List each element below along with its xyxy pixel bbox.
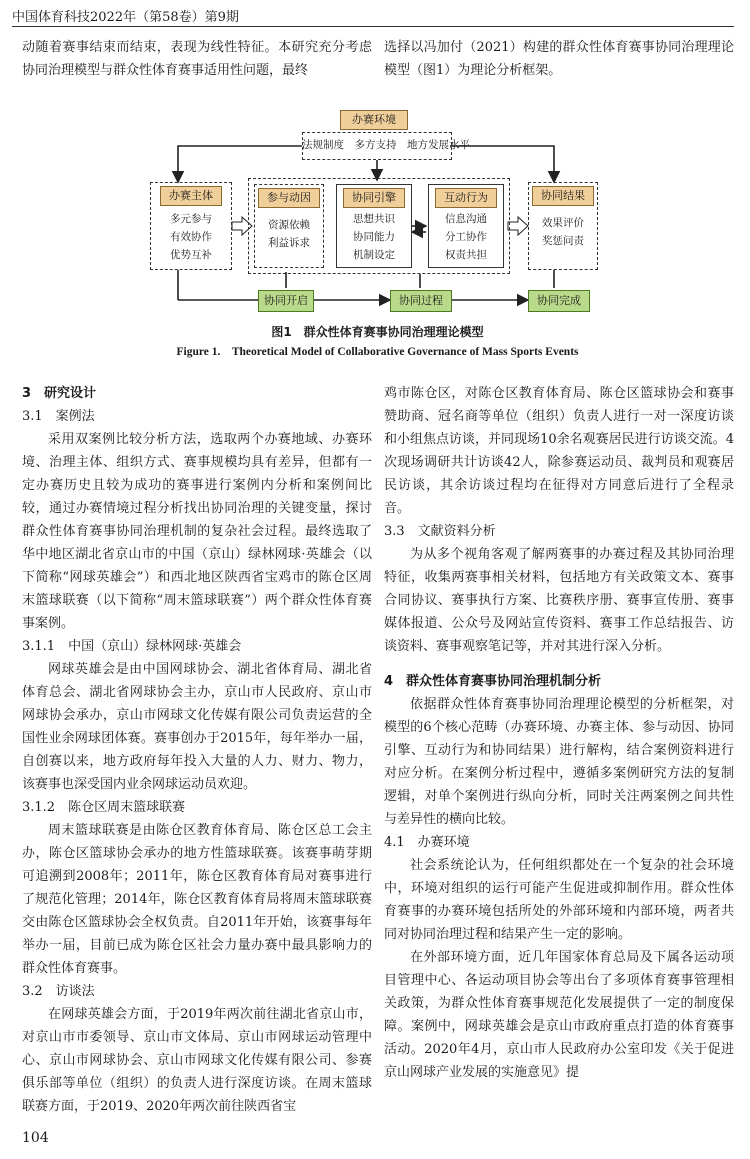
motive-item: 资源依赖 [268,219,310,231]
paragraph-3-3: 为从多个视角客观了解两赛事的办赛过程及其协同治理特征，收集两赛事相关材料，包括地方有关政策文本、赛事合同协议、赛事执行方案、比赛秩序册、赛事宣传册、赛事媒体报道、公众号及网站宣传资料、赛事工作总结报告、访谈资料、赛事观察笔记等，并对其进行深入分析。 [384,547,734,654]
paragraph-3-1: 采用双案例比较分析方法，选取两个办赛地域、办赛环境、治理主体、组织方式、赛事规模均具有差异，但都有一定办赛历史且较为成功的赛事进行案例内分析和案例间比较，通过办赛情境过程分析找出协同治理的关键变量，探讨群众性体育赛事协同治理机制的复杂社会过程。最终选取了华中地区湖北省京山市的中国（京山）绿林网球·英雄会（以下简称“网球英雄会”）和西北地区陕西省宝鸡市的陈仓区周末篮球联赛（以下简称“周末篮球联赛”）两个群众性体育赛事案例。 [22,432,372,631]
subsection-heading-3-3: 3.3 文献资料分析 [384,524,496,539]
subject-items [150,210,232,264]
interact-item: 信息沟通 [445,213,487,225]
subsection-heading-4-1: 4.1 办赛环境 [384,835,470,850]
figure-1-diagram [150,104,605,320]
stage-process: 协同过程 [390,290,452,312]
subject-item: 有效协作 [170,231,212,243]
stage-done: 协同完成 [528,290,590,312]
left-column [22,382,372,1118]
result-item: 效果评价 [542,217,584,229]
figure-caption-cn: 图1 群众性体育赛事协同治理理论模型 [271,325,484,339]
lead-title: 协同引擎 [343,188,405,208]
top-right-paragraph: 选择以冯加付（2021）构建的群众性体育赛事协同治理理论模型（图1）为理论分析框架。 [384,40,734,78]
figure-caption-en: Figure 1. Theoretical Model of Collaborative Governance of Mass Sports Events [176,346,579,358]
section-heading-3: 3 研究设计 [22,386,97,401]
lead-item: 机制设定 [353,249,395,261]
paragraph-3-1-1: 网球英雄会是由中国网球协会、湖北省体育局、湖北省体育总会、湖北省网球协会主办，京山市人民政府、京山市网球协会承办，京山市网球文化传媒有限公司负责运营的全国性业余网球团体赛。赛事创办于2015年，每年举办一届，自创赛以来，地方政府每年投入大量的人力、财力、物力，该赛事也深受国内业余网球运动员欢迎。 [22,662,372,792]
motive-items [254,216,324,252]
paragraph-3-2-continued: 鸡市陈仓区，对陈仓区教育体育局、陈仓区篮球协会和赛事赞助商、冠名商等单位（组织）负责人进行一对一深度访谈和小组焦点访谈，并同现场10余名观赛居民进行访谈交流。4次现场调研共计访谈42人，除参赛运动员、裁判员和观赛居民访谈，其余访谈过程均在征得对方同意后进行了全程录音。 [384,386,734,516]
result-item: 奖惩问责 [542,235,584,247]
env-title: 办赛环境 [340,110,408,130]
subject-item: 优势互补 [170,249,212,261]
paragraph-3-1-2: 周末篮球联赛是由陈仓区教育体育局、陈仓区总工会主办，陈仓区篮球协会承办的地方性篮球联赛。该赛事萌芽期可追溯到2008年；2011年，陈仓区教育体育局对赛事进行了规范化管理；2014年，陈仓区教育体育局将周末篮球联赛交由陈仓区篮球协会全权负责。自2011年开始，该赛事每年举办一届，目前已成为陈仓区社会力量办赛中最具影响力的群众性体育赛事。 [22,823,372,976]
paragraph-3-2: 在网球英雄会方面，于2019年两次前往湖北省京山市，对京山市市委领导、京山市文体局、京山市网球运动管理中心、京山市网球协会、京山市网球文化传媒有限公司、参赛俱乐部等单位（组织）的负责人进行深度访谈。在周末篮球联赛方面，于2019、2020年两次前往陕西省宝 [22,1007,372,1114]
stage-start: 协同开启 [258,290,314,312]
subsection-heading-3-2: 3.2 访谈法 [22,984,95,999]
subsection-heading-3-1-1: 3.1.1 中国（京山）绿林网球·英雄会 [22,639,242,654]
paragraph-4-1-b: 在外部环境方面，近几年国家体育总局及下属各运动项目管理中心、各运动项目协会等出台了多项体育赛事管理相关政策，为群众性体育赛事规范化发展提供了一定的制度保障。案例中，网球英雄会是京山市政府重点打造的体育赛事活动。2020年4月，京山市人民政府办公室印发《关于促进京山网球产业发展的实施意见》提 [384,950,734,1080]
top-left-paragraph: 动随着赛事结束而结束，表现为线性特征。本研究充分考虑协同治理模型与群众性体育赛事适用性问题，最终 [22,40,372,78]
result-items [528,214,598,250]
subject-title: 办赛主体 [160,186,222,206]
page-number: 104 [22,1130,49,1146]
interact-item: 权责共担 [445,249,487,261]
paragraph-4: 依据群众性体育赛事协同治理理论模型的分析框架，对模型的6个核心范畴（办赛环境、办赛主体、参与动因、协同引擎、互动行为和协同结果）进行解构，结合案例资料进行对应分析。在案例分析过程中，遵循多案例研究方法的复制逻辑，对单个案例进行纵向分析，同时关注两案例之间共性与差异性的横向比较。 [384,697,734,827]
interact-title: 互动行为 [435,188,497,208]
env-items: 法规制度 多方支持 地方发展水平 [302,139,470,151]
right-column-top [384,36,734,82]
left-column-top [22,36,372,82]
header-rule [12,26,734,27]
subject-item: 多元参与 [170,213,212,225]
lead-item: 协同能力 [353,231,395,243]
running-header: 中国体育科技2022年（第58卷）第9期 [12,10,239,25]
motive-item: 利益诉求 [268,237,310,249]
subsection-heading-3-1-2: 3.1.2 陈仓区周末篮球联赛 [22,800,186,815]
interact-item: 分工协作 [445,231,487,243]
section-heading-4: 4 群众性体育赛事协同治理机制分析 [384,674,602,689]
lead-items [336,210,412,264]
spacer [384,658,734,670]
motive-title: 参与动因 [258,188,320,208]
paragraph-4-1-a: 社会系统论认为，任何组织都处在一个复杂的社会环境中，环境对组织的运行可能产生促进或抑制作用。群众性体育赛事的办赛环境包括所处的外部环境和内部环境，两者共同对协同治理过程和结果产生一定的影响。 [384,858,734,942]
right-column [384,382,734,1084]
result-title: 协同结果 [532,186,594,206]
lead-item: 思想共识 [353,213,395,225]
subsection-heading-3-1: 3.1 案例法 [22,409,95,424]
interact-items [428,210,504,264]
